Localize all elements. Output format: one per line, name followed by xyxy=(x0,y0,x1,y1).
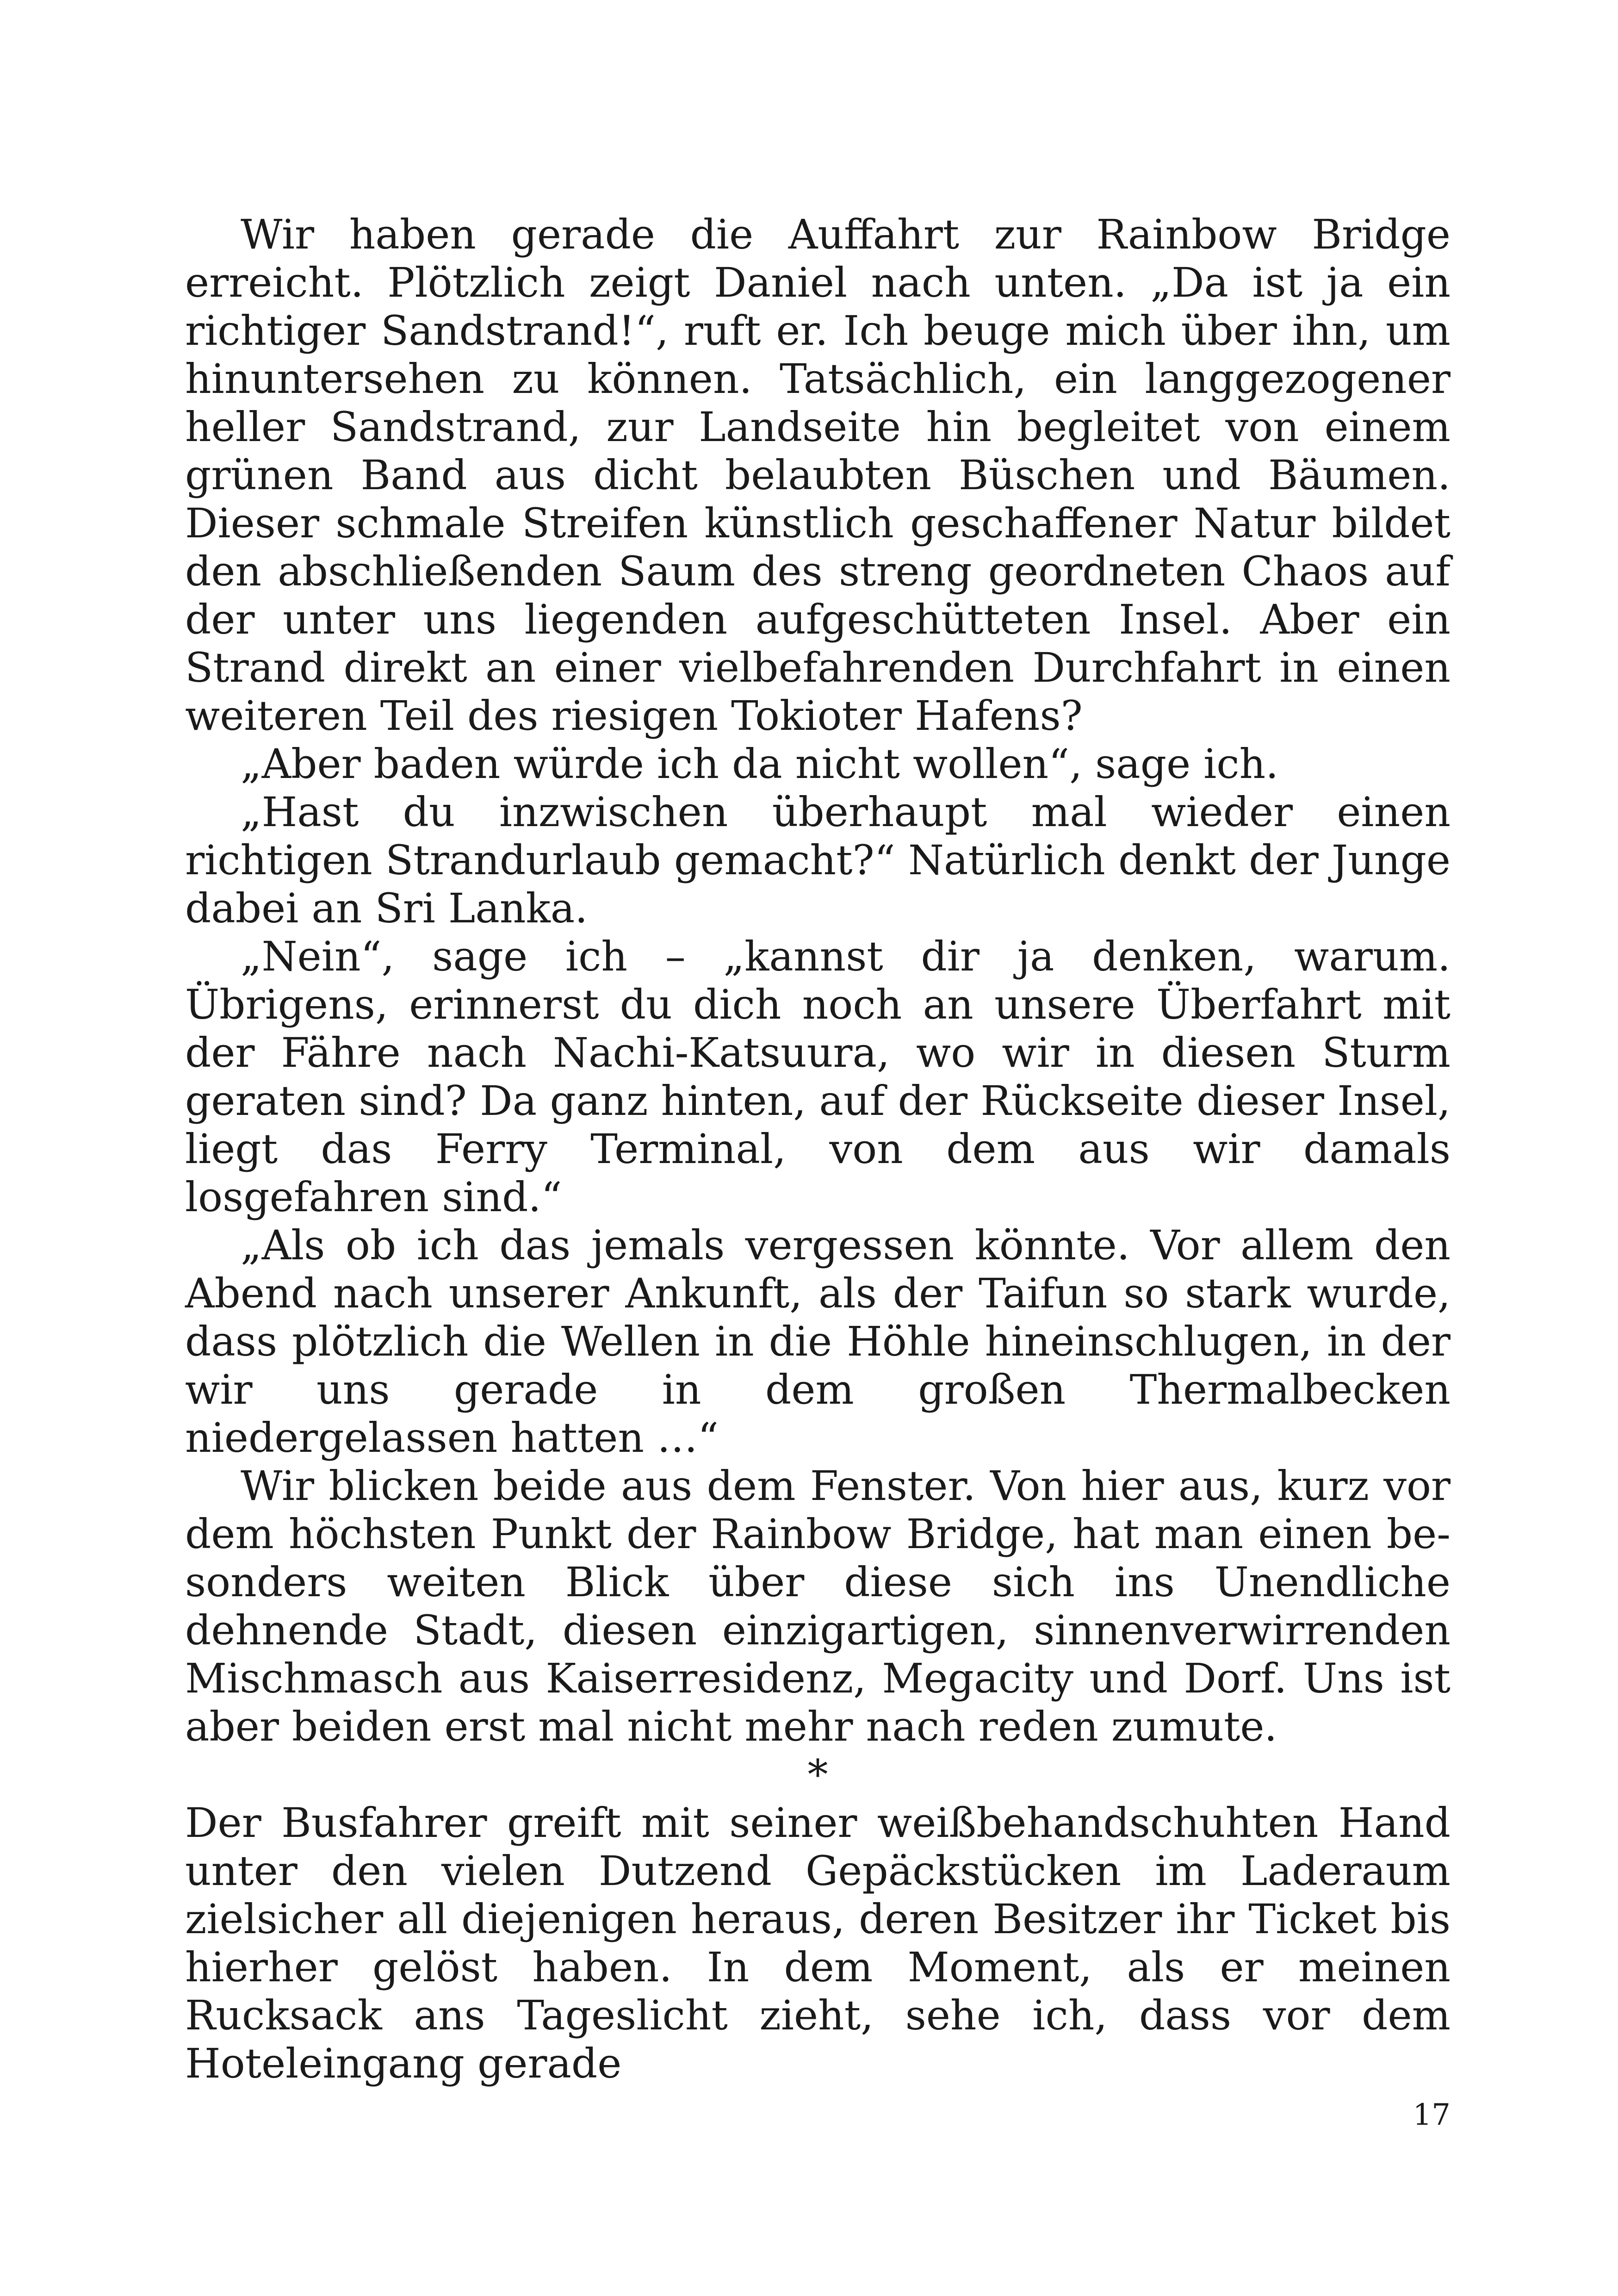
paragraph-beach-vacation-question: „Hast du inzwischen überhaupt mal wieder einen richtigen Strandurlaub gemacht?“ Natürlich denkt der Junge dabei an Sri Lanka. xyxy=(185,788,1451,932)
paragraph-bus-driver: Der Busfahrer greift mit seiner weißbehandschuhten Hand unter den vielen Dutzend Gepäckstücken im Laderaum zielsicher all diejenigen heraus, deren Besitzer ihr Ticket bis hierher gelöst haben. In dem Moment, als er meinen Rucksack ans Tageslicht zieht, sehe ich, dass vor dem Hoteleingang gerade xyxy=(185,1799,1451,2087)
paragraph-bridge-arrival: Wir haben gerade die Auffahrt zur Rainbow Bridge erreicht. Plötzlich zeigt Daniel nach unten. „Da ist ja ein richtiger Sandstrand!“, ruft er. Ich beuge mich über ihn, um hinuntersehen zu können. Tatsächlich, ein langgezogener heller Sandstrand, zur Landseite hin begleitet von einem grünen Band aus dicht belaubten Büschen und Bäumen. Dieser schmale Streifen künstlich geschaffener Natur bildet den abschließenden Saum des streng geordneten Chaos auf der unter uns liegenden aufgeschütteten Insel. Aber ein Strand direkt an einer vielbefahrenden Durchfahrt in einen weiteren Teil des riesigen Tokioter Hafens? xyxy=(185,211,1451,740)
paragraph-swimming-remark: „Aber baden würde ich da nicht wollen“, sage ich. xyxy=(241,740,1279,788)
page-number: 17 xyxy=(1413,2098,1451,2132)
body-text xyxy=(185,211,1451,2088)
paragraph-ferry-memory: „Nein“, sage ich – „kannst dir ja denken, warum. Übrigens, erinnerst du dich noch an unsere Überfahrt mit der Fähre nach Nachi-Katsuura, wo wir in diesen Sturm geraten sind? Da ganz hinten, auf der Rückseite dieser Insel, liegt das Ferry Terminal, von dem aus wir damals losgefahren sind.“ xyxy=(185,933,1451,1221)
paragraph-typhoon-memory: „Als ob ich das jemals vergessen könnte. Vor allem den Abend nach unserer Ankunft, als der Taifun so stark wurde, dass plötzlich die Wellen in die Höhle hineinschlugen, in der wir uns gerade in dem großen Thermalbecken niedergelassen hatten …“ xyxy=(185,1221,1451,1462)
paragraph-city-view: Wir blicken beide aus dem Fenster. Von hier aus, kurz vor dem höchsten Punkt der Rainbow Bridge, hat man einen besonders weiten Blick über diese sich ins Unendliche dehnende Stadt, diesen einzigartigen, sinnenverwirrenden Mischmasch aus Kaiserresidenz, Megacity und Dorf. Uns ist aber beiden erst mal nicht mehr nach reden zumute. xyxy=(185,1462,1451,1750)
section-separator: * xyxy=(807,1751,828,1798)
